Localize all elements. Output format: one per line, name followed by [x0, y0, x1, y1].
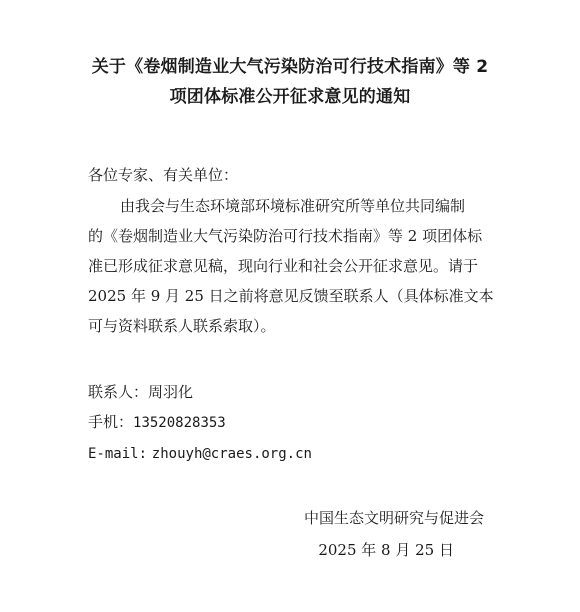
salutation: 各位专家、有关单位：	[88, 166, 239, 184]
contact-email-label: E-mail:	[88, 446, 148, 462]
document-title	[40, 52, 540, 112]
body-paragraph	[88, 191, 500, 341]
title-line-2: 项团体标准公开征求意见的通知	[169, 87, 411, 107]
contact-person-label: 联系人：	[88, 383, 149, 401]
body-line-1: 由我会与生态环境部环境标准研究所等单位共同编制	[120, 197, 466, 215]
contact-person-name: 周羽化	[148, 383, 194, 401]
contact-phone-label: 手机：	[88, 413, 134, 431]
contact-email-address: zhouyh@craes.org.cn	[151, 446, 312, 462]
contact-email-row	[88, 438, 500, 469]
contact-person-row	[88, 377, 500, 407]
signature-date: 2025 年 8 月 25 日	[318, 541, 454, 559]
contact-block	[88, 377, 500, 469]
body-line-2: 的《卷烟制造业大气污染防治可行技术指南》等 2 项团体标	[88, 227, 483, 245]
body-line-4: 2025 年 9 月 25 日之前将意见反馈至联系人（具体标准文本	[88, 287, 494, 305]
signature-block	[304, 502, 484, 566]
signature-org: 中国生态文明研究与促进会	[303, 509, 484, 527]
title-line-1: 关于《卷烟制造业大气污染防治可行技术指南》等 2	[91, 57, 489, 77]
contact-phone-row	[88, 407, 500, 438]
body-line-5: 可与资料联系人联系索取）。	[88, 317, 276, 335]
contact-phone-number: 13520828353	[133, 415, 226, 431]
body-line-3: 准已形成征求意见稿，现向行业和社会公开征求意见。请于	[88, 257, 479, 275]
